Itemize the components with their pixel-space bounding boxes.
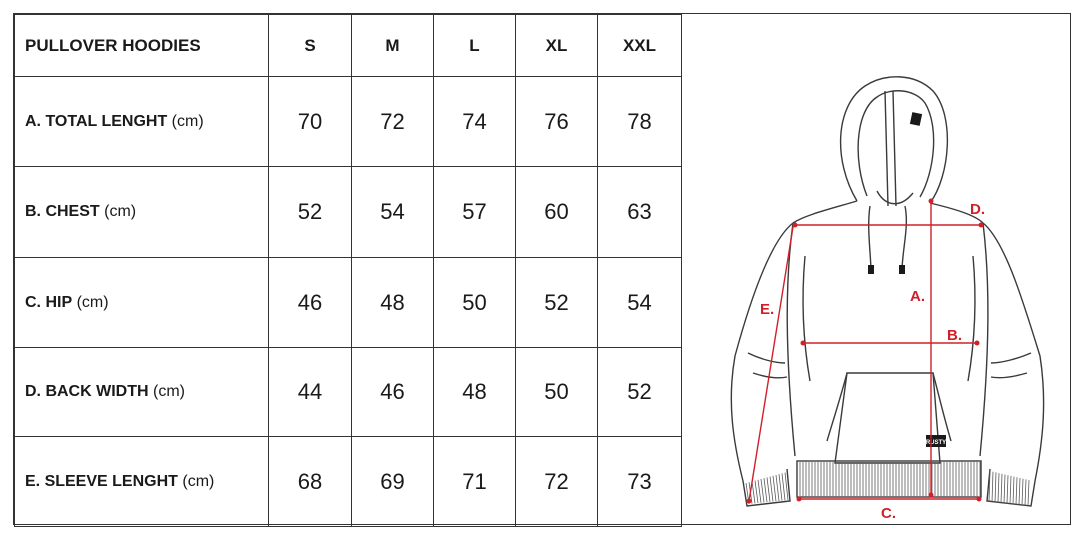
size-chart xyxy=(13,13,1071,525)
measurement-lines xyxy=(749,201,981,501)
hoodie-illustration xyxy=(682,14,1070,524)
label-a: A. xyxy=(910,288,925,305)
table-cell: 52 xyxy=(516,258,598,348)
size-header: L xyxy=(434,15,516,77)
table-cell: 48 xyxy=(352,258,434,348)
table-row xyxy=(15,348,682,437)
rib-line xyxy=(782,473,785,500)
rib-line xyxy=(1022,479,1023,506)
measurement-endpoints xyxy=(747,199,984,504)
rib-line xyxy=(998,473,999,503)
rib-line xyxy=(752,481,755,503)
measure-name: E. SLEEVE LENGHT xyxy=(25,472,178,490)
rib-line xyxy=(767,477,770,502)
rib-line xyxy=(1025,479,1026,505)
rib-line xyxy=(779,474,782,501)
rib-line xyxy=(1001,474,1002,503)
rib-line xyxy=(1004,475,1005,504)
table-cell: 69 xyxy=(352,437,434,527)
sleeve-length-line xyxy=(749,227,793,501)
row-label xyxy=(15,258,269,348)
label-b: B. xyxy=(947,327,962,344)
hoodie-diagram-panel xyxy=(681,14,1071,524)
table-cell: 54 xyxy=(352,167,434,258)
header-row xyxy=(15,15,682,77)
measure-unit: (cm) xyxy=(171,112,204,130)
rib-line xyxy=(1019,478,1020,505)
size-header: XL xyxy=(516,15,598,77)
table-cell: 46 xyxy=(269,258,352,348)
table-cell: 52 xyxy=(269,167,352,258)
rib-line xyxy=(1028,480,1029,506)
table-cell: 52 xyxy=(598,348,682,437)
rib-line xyxy=(992,472,993,503)
brand-tag-text: RUSTY xyxy=(925,440,947,446)
table-cell: 44 xyxy=(269,348,352,437)
product-name: PULLOVER HOODIES xyxy=(15,15,269,77)
table-cell: 76 xyxy=(516,77,598,167)
rib-line xyxy=(1016,477,1017,504)
measure-name: A. TOTAL LENGHT xyxy=(25,112,168,130)
measure-name: B. CHEST xyxy=(25,203,100,220)
table-cell: 50 xyxy=(516,348,598,437)
row-label xyxy=(15,437,269,527)
measure-unit: (cm) xyxy=(153,383,185,400)
measure-unit: (cm) xyxy=(182,472,215,490)
table-cell: 74 xyxy=(434,77,516,167)
drawstring-tip xyxy=(868,265,874,274)
label-c: C. xyxy=(881,505,896,522)
measure-unit: (cm) xyxy=(104,203,137,220)
table-row xyxy=(15,167,682,258)
table-cell: 70 xyxy=(269,77,352,167)
size-table xyxy=(14,14,682,527)
table-row xyxy=(15,77,682,167)
rib-line xyxy=(761,479,764,503)
table-cell: 48 xyxy=(434,348,516,437)
table-cell: 60 xyxy=(516,167,598,258)
rib-line xyxy=(755,481,758,504)
size-header: M xyxy=(352,15,434,77)
rib-line xyxy=(770,477,773,502)
rib-line xyxy=(1010,476,1011,504)
rib-line xyxy=(764,478,767,502)
size-header: S xyxy=(269,15,352,77)
table-cell: 50 xyxy=(434,258,516,348)
table-cell: 57 xyxy=(434,167,516,258)
row-label xyxy=(15,77,269,167)
rib-line xyxy=(758,480,761,503)
row-label xyxy=(15,167,269,258)
table-cell: 71 xyxy=(434,437,516,527)
hood-tag xyxy=(910,112,922,126)
label-e: E. xyxy=(760,301,775,318)
label-d: D. xyxy=(970,201,985,218)
rib-line xyxy=(1007,475,1008,504)
table-cell: 73 xyxy=(598,437,682,527)
table-cell: 54 xyxy=(598,258,682,348)
table-cell: 78 xyxy=(598,77,682,167)
measure-name: C. HIP xyxy=(25,293,73,311)
measure-name: D. BACK WIDTH xyxy=(25,383,149,400)
row-label xyxy=(15,348,269,437)
size-header: XXL xyxy=(598,15,682,77)
measure-unit: (cm) xyxy=(76,293,109,311)
table-row xyxy=(15,258,682,348)
table-cell: 68 xyxy=(269,437,352,527)
drawstring-tip xyxy=(899,265,905,274)
rib-line xyxy=(995,472,996,502)
rib-line xyxy=(773,476,776,502)
hoodie-outline xyxy=(731,77,1043,506)
rib-line xyxy=(1013,477,1014,505)
table-row xyxy=(15,437,682,527)
rib-line xyxy=(776,475,779,501)
table-cell: 72 xyxy=(516,437,598,527)
table-cell: 46 xyxy=(352,348,434,437)
table-cell: 72 xyxy=(352,77,434,167)
table-cell: 63 xyxy=(598,167,682,258)
